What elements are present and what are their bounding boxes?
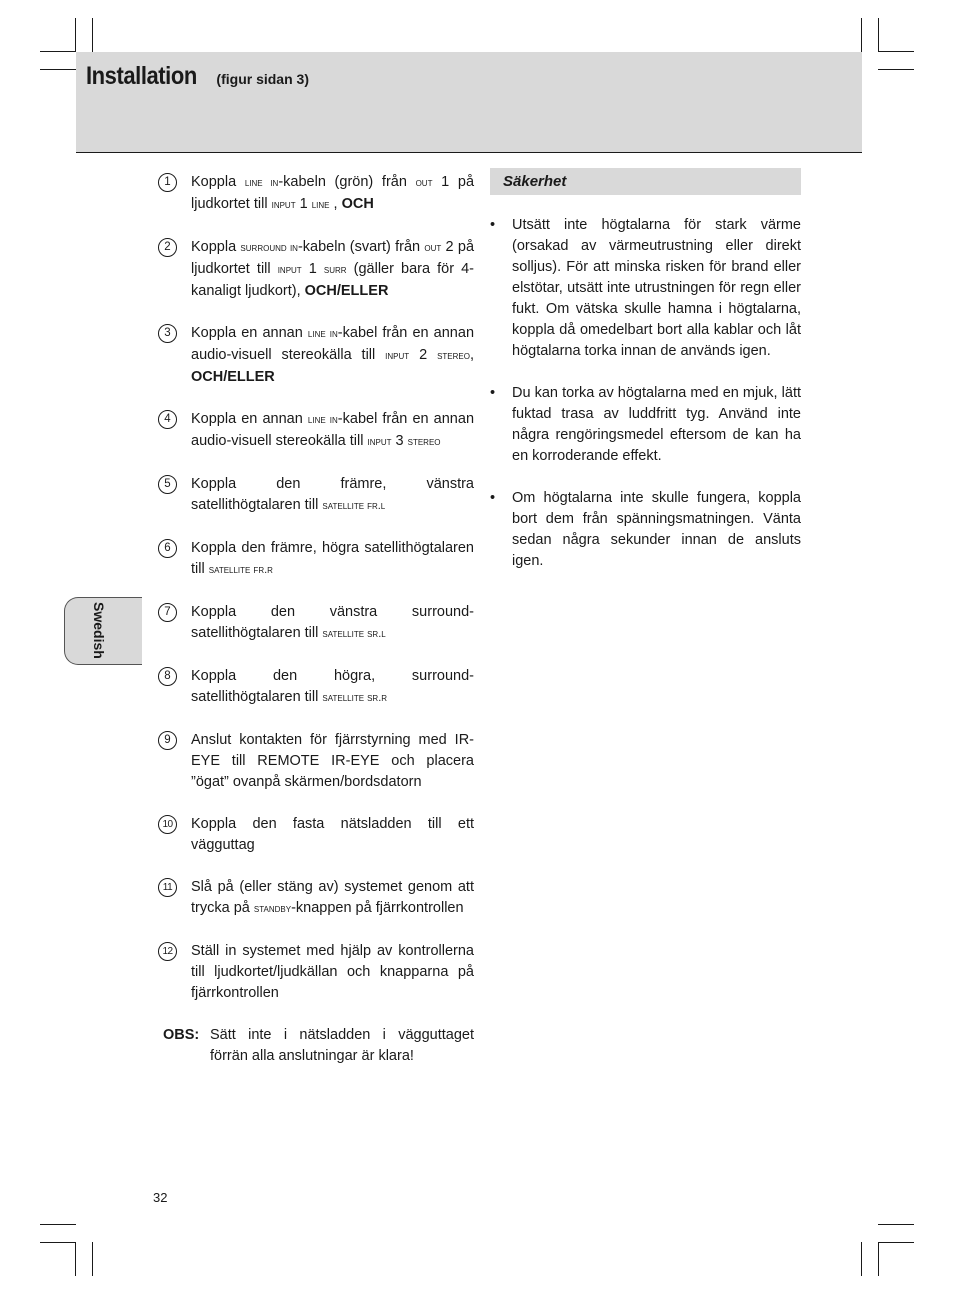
safety-list: [490, 215, 801, 572]
step-connector-label: input: [277, 264, 302, 276]
step-item: 9 Anslut kontakten för fjärrstyrning med IR-EYE till REMOTE IR-EYE och placera ”ögat” ovanpå skärmen/bordsdatorn: [158, 730, 474, 793]
crop-mark: [75, 18, 76, 52]
crop-mark: [878, 51, 914, 52]
step-connector-label: standby: [253, 903, 292, 915]
step-number: 6: [158, 539, 177, 558]
crop-mark: [878, 1242, 879, 1276]
crop-mark: [878, 1242, 914, 1243]
step-number: 3: [158, 324, 177, 343]
crop-mark: [40, 1242, 76, 1243]
step-connector-label: surr: [323, 264, 347, 276]
title-main: Installation: [86, 62, 197, 90]
language-tab-label: Swedish: [91, 602, 107, 659]
title-subtitle: (figur sidan 3): [216, 71, 309, 87]
step-connector-label: line in: [307, 328, 338, 340]
obs-text: Sätt inte i nätsladden i vägguttaget förrän alla anslutningar är klara!: [210, 1027, 474, 1064]
step-item: 7 Koppla den vänstra surround-satellithögtalaren till satellite sr.l: [158, 602, 474, 645]
step-connector-label: satellite sr.r: [322, 692, 388, 704]
step-item: 2 Koppla surround in-kabeln (svart) från out 2 på ljudkortet till input 1 surr (gäller bara för 4-kanaligt ljudkort), OCH/ELLER: [158, 237, 474, 302]
step-connector-label: stereo: [437, 350, 470, 362]
installation-steps: [158, 172, 474, 1067]
step-connector-label: satellite fr.r: [208, 564, 273, 576]
crop-mark: [861, 1242, 862, 1276]
step-emphasis: OCH: [341, 196, 374, 212]
step-number: 9: [158, 731, 177, 750]
bullet-icon: •: [490, 385, 496, 401]
page-number: 32: [153, 1190, 168, 1205]
step-emphasis: OCH/ELLER: [304, 283, 389, 299]
bullet-icon: •: [490, 217, 496, 233]
step-item: 3 Koppla en annan line in-kabel från en annan audio-visuell stereokälla till input 2 stereo, OCH/ELLER: [158, 323, 474, 388]
crop-mark: [92, 18, 93, 52]
obs-label: OBS:: [163, 1027, 200, 1043]
page-title: [86, 62, 309, 91]
step-item: 8 Koppla den högra, surround-satellithögtalaren till satellite sr.r: [158, 666, 474, 709]
crop-mark: [878, 18, 879, 52]
step-number: 5: [158, 475, 177, 494]
step-connector-label: stereo: [407, 436, 441, 448]
safety-item-text: Om högtalarna inte skulle fungera, koppla bort dem från spänningsmatningen. Vänta sedan några sekunder innan de ansluts igen.: [512, 490, 801, 569]
crop-mark: [40, 51, 76, 52]
step-number: 4: [158, 410, 177, 429]
step-connector-label: satellite fr.l: [322, 500, 386, 512]
step-connector-label: surround in: [240, 242, 298, 254]
step-connector-label: line in: [244, 177, 279, 189]
step-connector-label: out: [424, 242, 442, 254]
step-number: 2: [158, 238, 177, 257]
step-connector-label: line: [311, 199, 330, 211]
step-number: 10: [158, 815, 177, 834]
step-item: 5 Koppla den främre, vänstra satellithögtalaren till satellite fr.l: [158, 474, 474, 517]
crop-mark: [40, 69, 76, 70]
step-connector-label: line in: [307, 414, 338, 426]
bullet-icon: •: [490, 490, 496, 506]
step-item: 4 Koppla en annan line in-kabel från en annan audio-visuell stereokälla till input 3 stereo: [158, 409, 474, 453]
crop-mark: [40, 1224, 76, 1225]
safety-item-text: Du kan torka av högtalarna med en mjuk, lätt fuktad trasa av luddfritt tyg. Använd inte några rengöringsmedel eftersom de kan ha en korroderande effekt.: [512, 385, 801, 464]
crop-mark: [861, 18, 862, 52]
step-connector-label: input: [271, 199, 296, 211]
safety-item: [490, 215, 801, 362]
safety-heading: Säkerhet: [490, 168, 801, 195]
step-number: 1: [158, 173, 177, 192]
step-number: 7: [158, 603, 177, 622]
step-connector-label: input: [385, 350, 410, 362]
step-item: 6 Koppla den främre, högra satellithögtalaren till satellite fr.r: [158, 538, 474, 581]
safety-item-text: Utsätt inte högtalarna för stark värme (orsakad av värmeutrustning eller direkt solljus). För att minska risken för brand eller elstötar, utsätt inte utrustningen för regn eller fukt. Om vätska skulle hamna i högtalarna, koppla då omedelbart bort alla kablar och låt högtalarna torka innan de används igen.: [512, 217, 801, 359]
crop-mark: [878, 69, 914, 70]
step-item: 11 Slå på (eller stäng av) systemet genom att trycka på standby-knappen på fjärrkontrollen: [158, 877, 474, 920]
step-item: 12 Ställ in systemet med hjälp av kontrollerna till ljudkortet/ljudkällan och knapparna på fjärrkontrollen: [158, 941, 474, 1004]
step-emphasis: OCH/ELLER: [191, 369, 275, 385]
step-number: 12: [158, 942, 177, 961]
crop-mark: [878, 1224, 914, 1225]
step-connector-label: input: [367, 436, 392, 448]
crop-mark: [75, 1242, 76, 1276]
step-item: 1 Koppla line in-kabeln (grön) från out 1 på ljudkortet till input 1 line , OCH: [158, 172, 474, 216]
step-connector-label: out: [415, 177, 433, 189]
safety-item: [490, 488, 801, 572]
obs-note: [163, 1025, 474, 1067]
step-item: 10 Koppla den fasta nätsladden till ett vägguttag: [158, 814, 474, 856]
crop-mark: [92, 1242, 93, 1276]
step-number: 11: [158, 878, 177, 897]
safety-section: [490, 168, 801, 593]
step-number: 8: [158, 667, 177, 686]
step-connector-label: satellite sr.l: [322, 628, 386, 640]
safety-item: [490, 383, 801, 467]
